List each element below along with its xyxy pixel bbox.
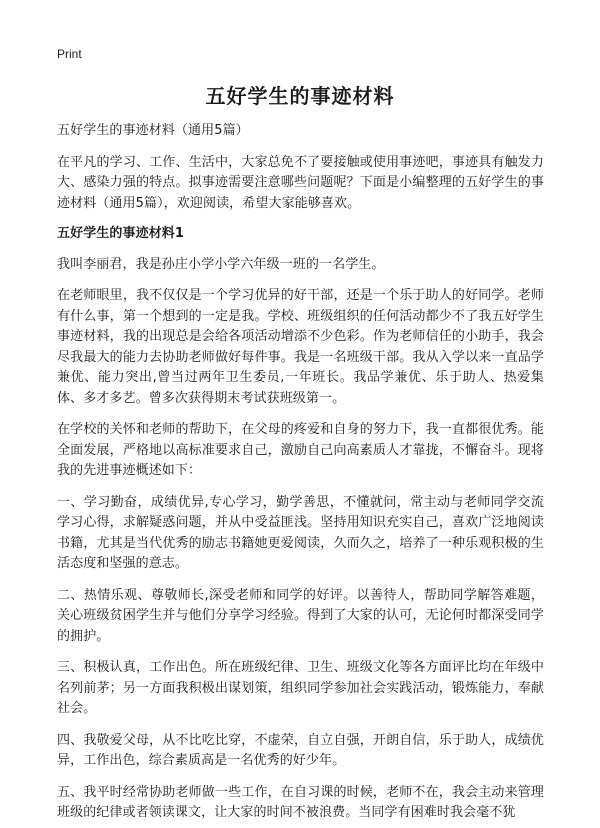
- print-link[interactable]: Print: [57, 47, 82, 61]
- body-paragraph: 在老师眼里，我不仅仅是一个学习优异的好干部，还是一个乐于助人的好同学。老师有什么事，第一个想到的一定是我。学校、班级组织的任何活动都少不了我五好学生事迹材料，我的出现总是会给各项活动增添不少色彩。作为老师信任的小助手，我会尽我最大的能力去协助老师做好每件事。我是一名班级干部。我从入学以来一直品学兼优、能力突出,曾当过两年卫生委员,一年班长。我品学兼优、乐于助人、热爱集体、多才多艺。曾多次获得期末考试获班级第一。: [57, 288, 544, 406]
- body-paragraph: 二、热情乐观、尊敬师长,深受老师和同学的好评。以善待人，帮助同学解答难题，关心班级贫困学生并与他们分享学习经验。得到了大家的认可，无论何时都深受同学的拥护。: [57, 587, 544, 644]
- body-paragraph: 三、积极认真，工作出色。所在班级纪律、卫生、班级文化等各方面评比均在年级中名列前茅；另一方面我积极出谋划策，组织同学参加社会实践活动，锻炼能力，奉献社会。: [57, 660, 544, 716]
- body-paragraph: 五、我平时经常协助老师做一些工作，在自习课的时候，老师不在，我会主动来管理班级的纪律或者领读课文，让大家的时间不被浪费。当同学有困难时我会毫不犹: [57, 784, 544, 820]
- body-paragraph: 四、我敬爱父母，从不比吃比穿，不虚荣，自立自强，开朗自信，乐于助人，成绩优异，工作出色，综合素质高是一名优秀的好少年。: [57, 732, 544, 768]
- body-paragraph: 一、学习勤奋，成绩优异,专心学习，勤学善思，不懂就问，常主动与老师同学交流学习心得，求解疑惑问题，并从中受益匪浅。坚持用知识充实自己，喜欢广泛地阅读书籍，尤其是当代优秀的励志书籍她更爱阅读，久而久之，培养了一种乐观积极的生活态度和坚强的意志。: [57, 494, 544, 571]
- intro-paragraph: 在平凡的学习、工作、生活中，大家总免不了要接触或使用事迹吧，事迹具有触发力大、感染力强的特点。拟事迹需要注意哪些问题呢？下面是小编整理的五好学生的事迹材料（通用5篇），欢迎阅读，希望大家能够喜欢。: [57, 154, 544, 211]
- document-title: 五好学生的事迹材料: [205, 84, 395, 108]
- document-subtitle: 五好学生的事迹材料（通用5篇）: [57, 123, 249, 138]
- document-body: [57, 121, 544, 828]
- body-paragraph: 在学校的关怀和老师的帮助下，在父母的疼爱和自身的努力下，我一直都很优秀。能全面发展，严格地以高标准要求自己，激励自己向高素质人才靠拢，不懈奋斗。现将我的先进事迹概述如下：: [57, 422, 544, 478]
- section-heading: 五好学生的事迹材料1: [57, 226, 185, 241]
- body-paragraph: 我叫李丽君，我是孙庄小学小学六年级一班的一名学生。: [57, 256, 385, 272]
